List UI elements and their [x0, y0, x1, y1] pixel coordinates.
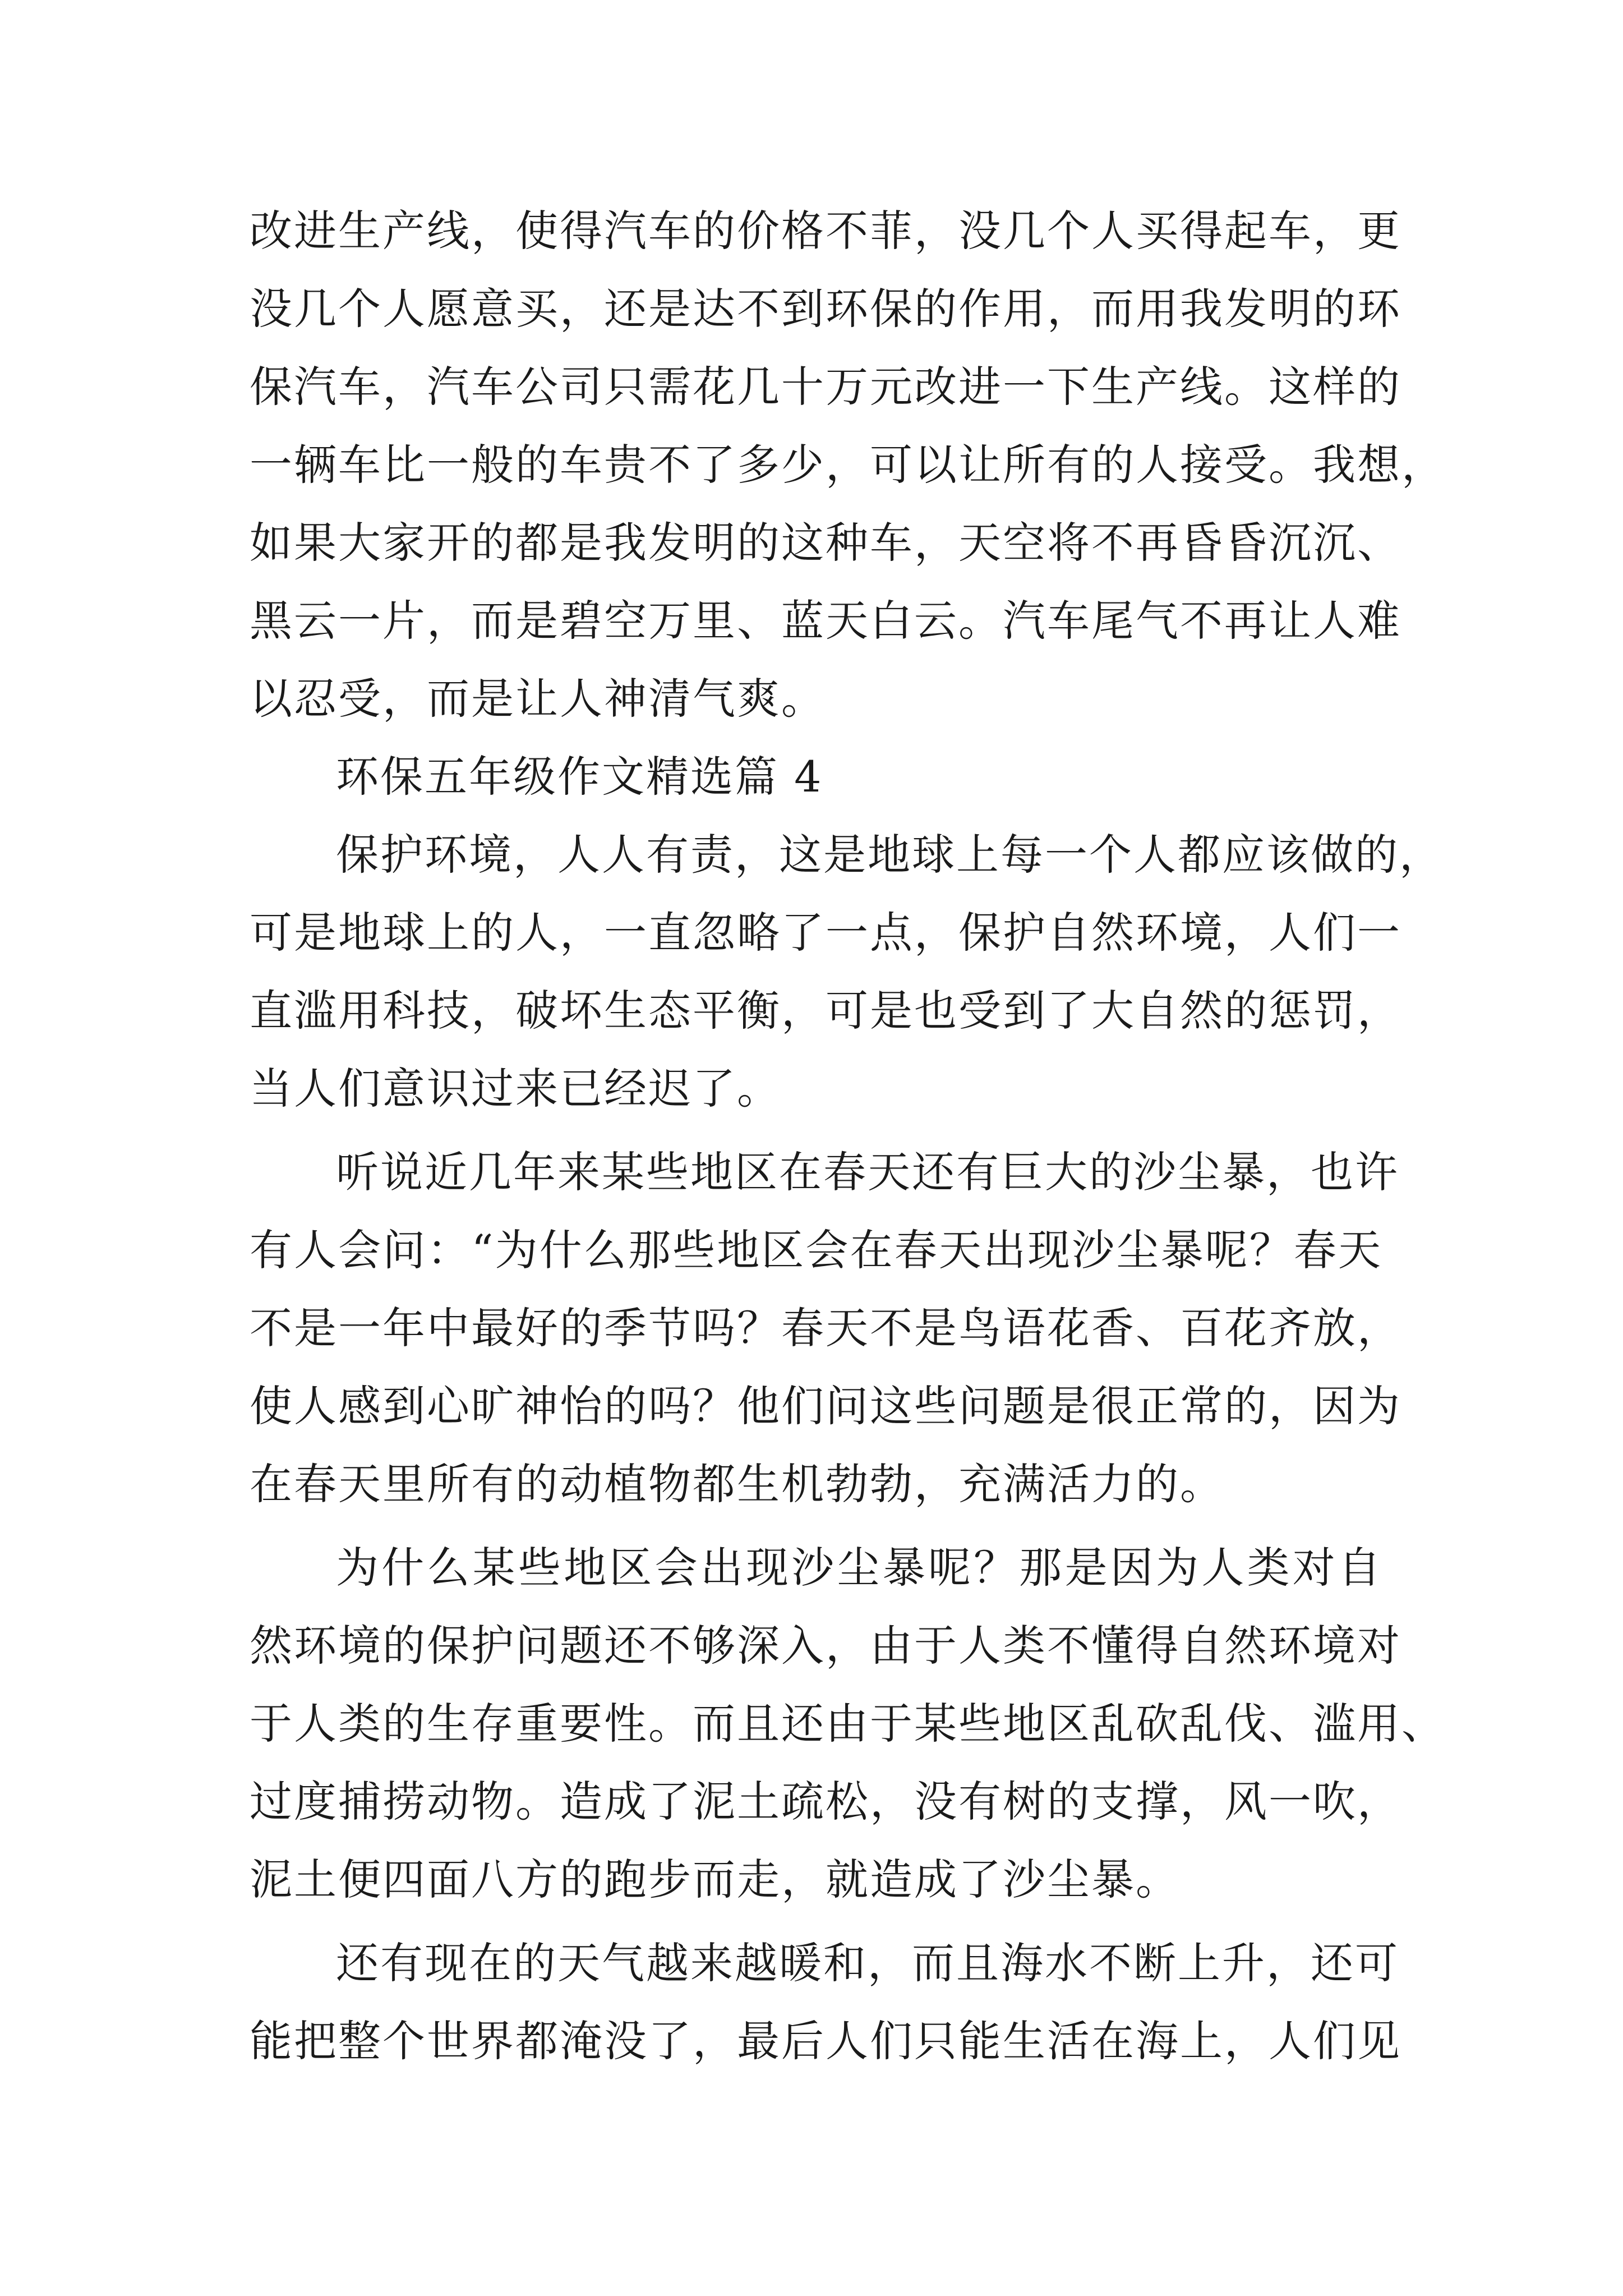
section-heading [250, 738, 1382, 816]
text-line: 听说近几年来某些地区在春天还有巨大的沙尘暴，也许 [336, 1147, 1399, 1197]
text-line: 直滥用科技，破坏生态平衡，可是也受到了大自然的惩罚， [250, 986, 1401, 1036]
text-line: 改进生产线，使得汽车的价格不菲，没几个人买得起车，更 [250, 206, 1401, 256]
paragraph-5 [250, 1529, 1446, 1918]
heading-text: 环保五年级作文精选篇 4 [336, 752, 823, 802]
text-line: 为什么某些地区会出现沙尘暴呢？那是因为人类对自 [336, 1543, 1382, 1593]
document-page [250, 192, 1446, 2080]
paragraph-1 [250, 192, 1446, 738]
text-line: 以忍受，而是让人神清气爽。 [250, 674, 826, 724]
text-line: 一辆车比一般的车贵不了多少，可以让所有的人接受。我想， [250, 440, 1446, 490]
text-line: 过度捕捞动物。造成了泥土疏松，没有树的支撑，风一吹， [250, 1777, 1401, 1826]
text-line: 然环境的保护问题还不够深入，由于人类不懂得自然环境对 [250, 1621, 1401, 1671]
paragraph-3 [250, 816, 1444, 1128]
text-line: 还有现在的天气越来越暖和，而且海水不断上升，还可 [336, 1938, 1399, 1988]
text-line: 保护环境，人人有责，这是地球上每一个人都应该做的， [336, 830, 1444, 880]
paragraph-4 [250, 1133, 1401, 1523]
text-line: 在春天里所有的动植物都生机勃勃，充满活力的。 [250, 1459, 1224, 1509]
paragraph-6 [250, 1924, 1401, 2080]
text-line: 能把整个世界都淹没了，最后人们只能生活在海上，人们见 [250, 2016, 1401, 2066]
text-line: 不是一年中最好的季节吗？春天不是鸟语花香、百花齐放， [250, 1303, 1401, 1353]
text-line: 泥土便四面八方的跑步而走，就造成了沙尘暴。 [250, 1855, 1180, 1904]
text-line: 没几个人愿意买，还是达不到环保的作用，而用我发明的环 [250, 284, 1401, 334]
text-line: 如果大家开的都是我发明的这种车，天空将不再昏昏沉沉、 [250, 518, 1401, 568]
text-line: 使人感到心旷神怡的吗？他们问这些问题是很正常的，因为 [250, 1381, 1401, 1431]
text-line: 于人类的生存重要性。而且还由于某些地区乱砍乱伐、滥用、 [250, 1699, 1446, 1749]
text-line: 保汽车，汽车公司只需花几十万元改进一下生产线。这样的 [250, 362, 1401, 412]
text-line: 有人会问：“为什么那些地区会在春天出现沙尘暴呢？春天 [250, 1225, 1382, 1275]
text-line: 黑云一片，而是碧空万里、蓝天白云。汽车尾气不再让人难 [250, 596, 1401, 646]
text-line: 可是地球上的人，一直忽略了一点，保护自然环境，人们一 [250, 908, 1401, 958]
text-line: 当人们意识过来已经迟了。 [250, 1064, 781, 1114]
